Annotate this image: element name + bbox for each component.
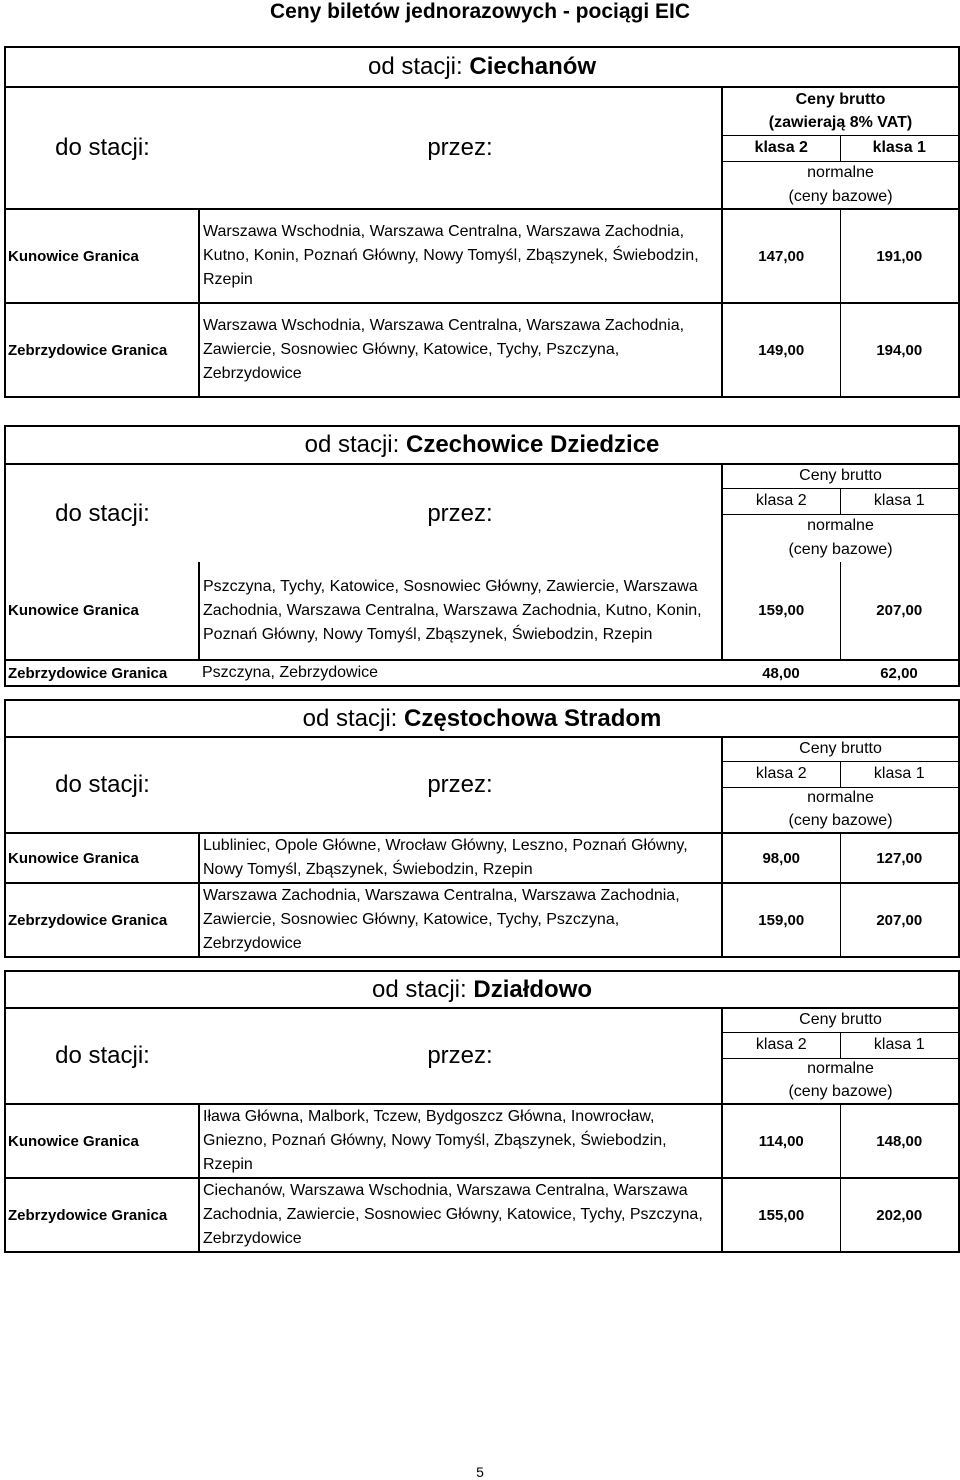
class2-header: klasa 2 [722, 761, 840, 787]
class1-header: klasa 1 [840, 761, 959, 787]
price-class1: 191,00 [840, 209, 959, 303]
price-class2: 98,00 [722, 833, 840, 883]
normal-fare-label: normalne [722, 787, 959, 809]
fare-table-czestochowa-stradom [4, 699, 958, 958]
from-station-header: od stacji: Częstochowa Stradom [5, 700, 959, 737]
from-station-name: Działdowo [473, 975, 593, 1003]
via-header: przez: [199, 87, 722, 209]
price-header: Ceny brutto [722, 464, 959, 488]
destination-station: Kunowice Granica [5, 833, 199, 883]
from-station-name: Czechowice Dziedzice [405, 431, 660, 458]
class1-header: klasa 1 [840, 1032, 959, 1058]
destination-station: Kunowice Granica [5, 562, 199, 660]
from-station-name: Ciechanów [469, 53, 597, 80]
fare-table-ciechanow [4, 46, 958, 398]
via-header: przez: [427, 499, 493, 527]
destination-station: Zebrzydowice Granica [5, 883, 199, 957]
class2-header: klasa 2 [722, 1032, 840, 1058]
class1-header: klasa 1 [840, 135, 959, 161]
route-stations: Warszawa Wschodnia, Warszawa Centralna, Warszawa Zachodnia, Kutno, Konin, Poznań Główny, Nowy Tomyśl, Zbąszynek, Świebodzin, Rzepin [199, 209, 722, 303]
from-station-header: od stacji: Czechowice Dziedzice [5, 426, 959, 464]
price-class2: 159,00 [722, 883, 840, 957]
vat-note: (zawierają 8% VAT) [722, 111, 959, 135]
price-class1: 207,00 [840, 883, 959, 957]
from-station-header: od stacji: Ciechanów [5, 47, 959, 87]
table-row [5, 562, 959, 660]
price-header: Ceny brutto [722, 737, 959, 761]
table-row [5, 1178, 959, 1252]
destination-station: Kunowice Granica [5, 209, 199, 303]
destination-station: Zebrzydowice Granica [5, 660, 199, 686]
price-class2: 149,00 [722, 303, 840, 397]
route-stations: Lubliniec, Opole Główne, Wrocław Główny, Leszno, Poznań Główny, Nowy Tomyśl, Zbąszynek, Świebodzin, Rzepin [199, 833, 722, 883]
fare-table-czechowice-dziedzice [4, 425, 958, 687]
price-class1: 62,00 [840, 660, 959, 686]
fare-table-dzialdowo [4, 970, 958, 1253]
base-price-label: (ceny bazowe) [722, 1080, 959, 1104]
route-stations: Ciechanów, Warszawa Wschodnia, Warszawa Centralna, Warszawa Zachodnia, Zawiercie, Sosnowiec Główny, Katowice, Tychy, Pszczyna, Zebrzydowice [199, 1178, 722, 1252]
price-class1: 148,00 [840, 1104, 959, 1178]
normal-fare-label: normalne [722, 514, 959, 538]
price-header: Ceny brutto [722, 1008, 959, 1032]
price-class1: 194,00 [840, 303, 959, 397]
price-header: Ceny brutto [722, 87, 959, 111]
destination-station: Zebrzydowice Granica [5, 303, 199, 397]
price-class1: 207,00 [840, 562, 959, 660]
price-class2: 48,00 [722, 660, 840, 686]
page-number: 5 [476, 1464, 484, 1480]
class2-header: klasa 2 [722, 135, 840, 161]
route-stations: Warszawa Zachodnia, Warszawa Centralna, Warszawa Zachodnia, Zawiercie, Sosnowiec Główny, Katowice, Tychy, Pszczyna, Zebrzydowice [199, 883, 722, 957]
route-stations: Warszawa Wschodnia, Warszawa Centralna, Warszawa Zachodnia, Zawiercie, Sosnowiec Główny, Katowice, Tychy, Pszczyna, Zebrzydowice [199, 303, 722, 397]
table-row [5, 303, 959, 397]
price-class1: 127,00 [840, 833, 959, 883]
normal-fare-label: normalne [722, 161, 959, 185]
table-row [5, 660, 959, 686]
to-station-header: do stacji: [5, 1008, 199, 1104]
to-station-header: do stacji: [5, 464, 199, 562]
class2-header: klasa 2 [722, 488, 840, 514]
via-header: przez: [199, 1008, 722, 1104]
base-price-label: (ceny bazowe) [722, 538, 959, 562]
table-row [5, 1104, 959, 1178]
document-title: Ceny biletów jednorazowych - pociągi EIC [269, 0, 691, 23]
base-price-label: (ceny bazowe) [722, 185, 959, 209]
table-row [5, 883, 959, 957]
from-station-header: od stacji: Działdowo [5, 971, 959, 1008]
price-class2: 155,00 [722, 1178, 840, 1252]
destination-station: Kunowice Granica [5, 1104, 199, 1178]
price-class2: 159,00 [722, 562, 840, 660]
price-class2: 147,00 [722, 209, 840, 303]
route-stations: Pszczyna, Zebrzydowice [199, 660, 722, 686]
to-station-header: do stacji: [5, 737, 199, 833]
route-stations: Iława Główna, Malbork, Tczew, Bydgoszcz Główna, Inowrocław, Gniezno, Poznań Główny, Nowy Tomyśl, Zbąszynek, Świebodzin, Rzepin [199, 1104, 722, 1178]
via-header: przez: [199, 737, 722, 833]
price-class1: 202,00 [840, 1178, 959, 1252]
route-stations: Pszczyna, Tychy, Katowice, Sosnowiec Główny, Zawiercie, Warszawa Zachodnia, Warszawa Centralna, Warszawa Zachodnia, Kutno, Konin, Poznań Główny, Nowy Tomyśl, Zbąszynek, Świebodzin, Rzepin [199, 562, 722, 660]
table-row [5, 209, 959, 303]
class1-header: klasa 1 [840, 488, 959, 514]
price-class2: 114,00 [722, 1104, 840, 1178]
base-price-label: (ceny bazowe) [722, 809, 959, 833]
normal-fare-label: normalne [722, 1058, 959, 1080]
destination-station: Zebrzydowice Granica [5, 1178, 199, 1252]
table-row [5, 833, 959, 883]
from-station-name: Częstochowa Stradom [404, 704, 662, 732]
to-station-header: do stacji: [5, 87, 199, 209]
